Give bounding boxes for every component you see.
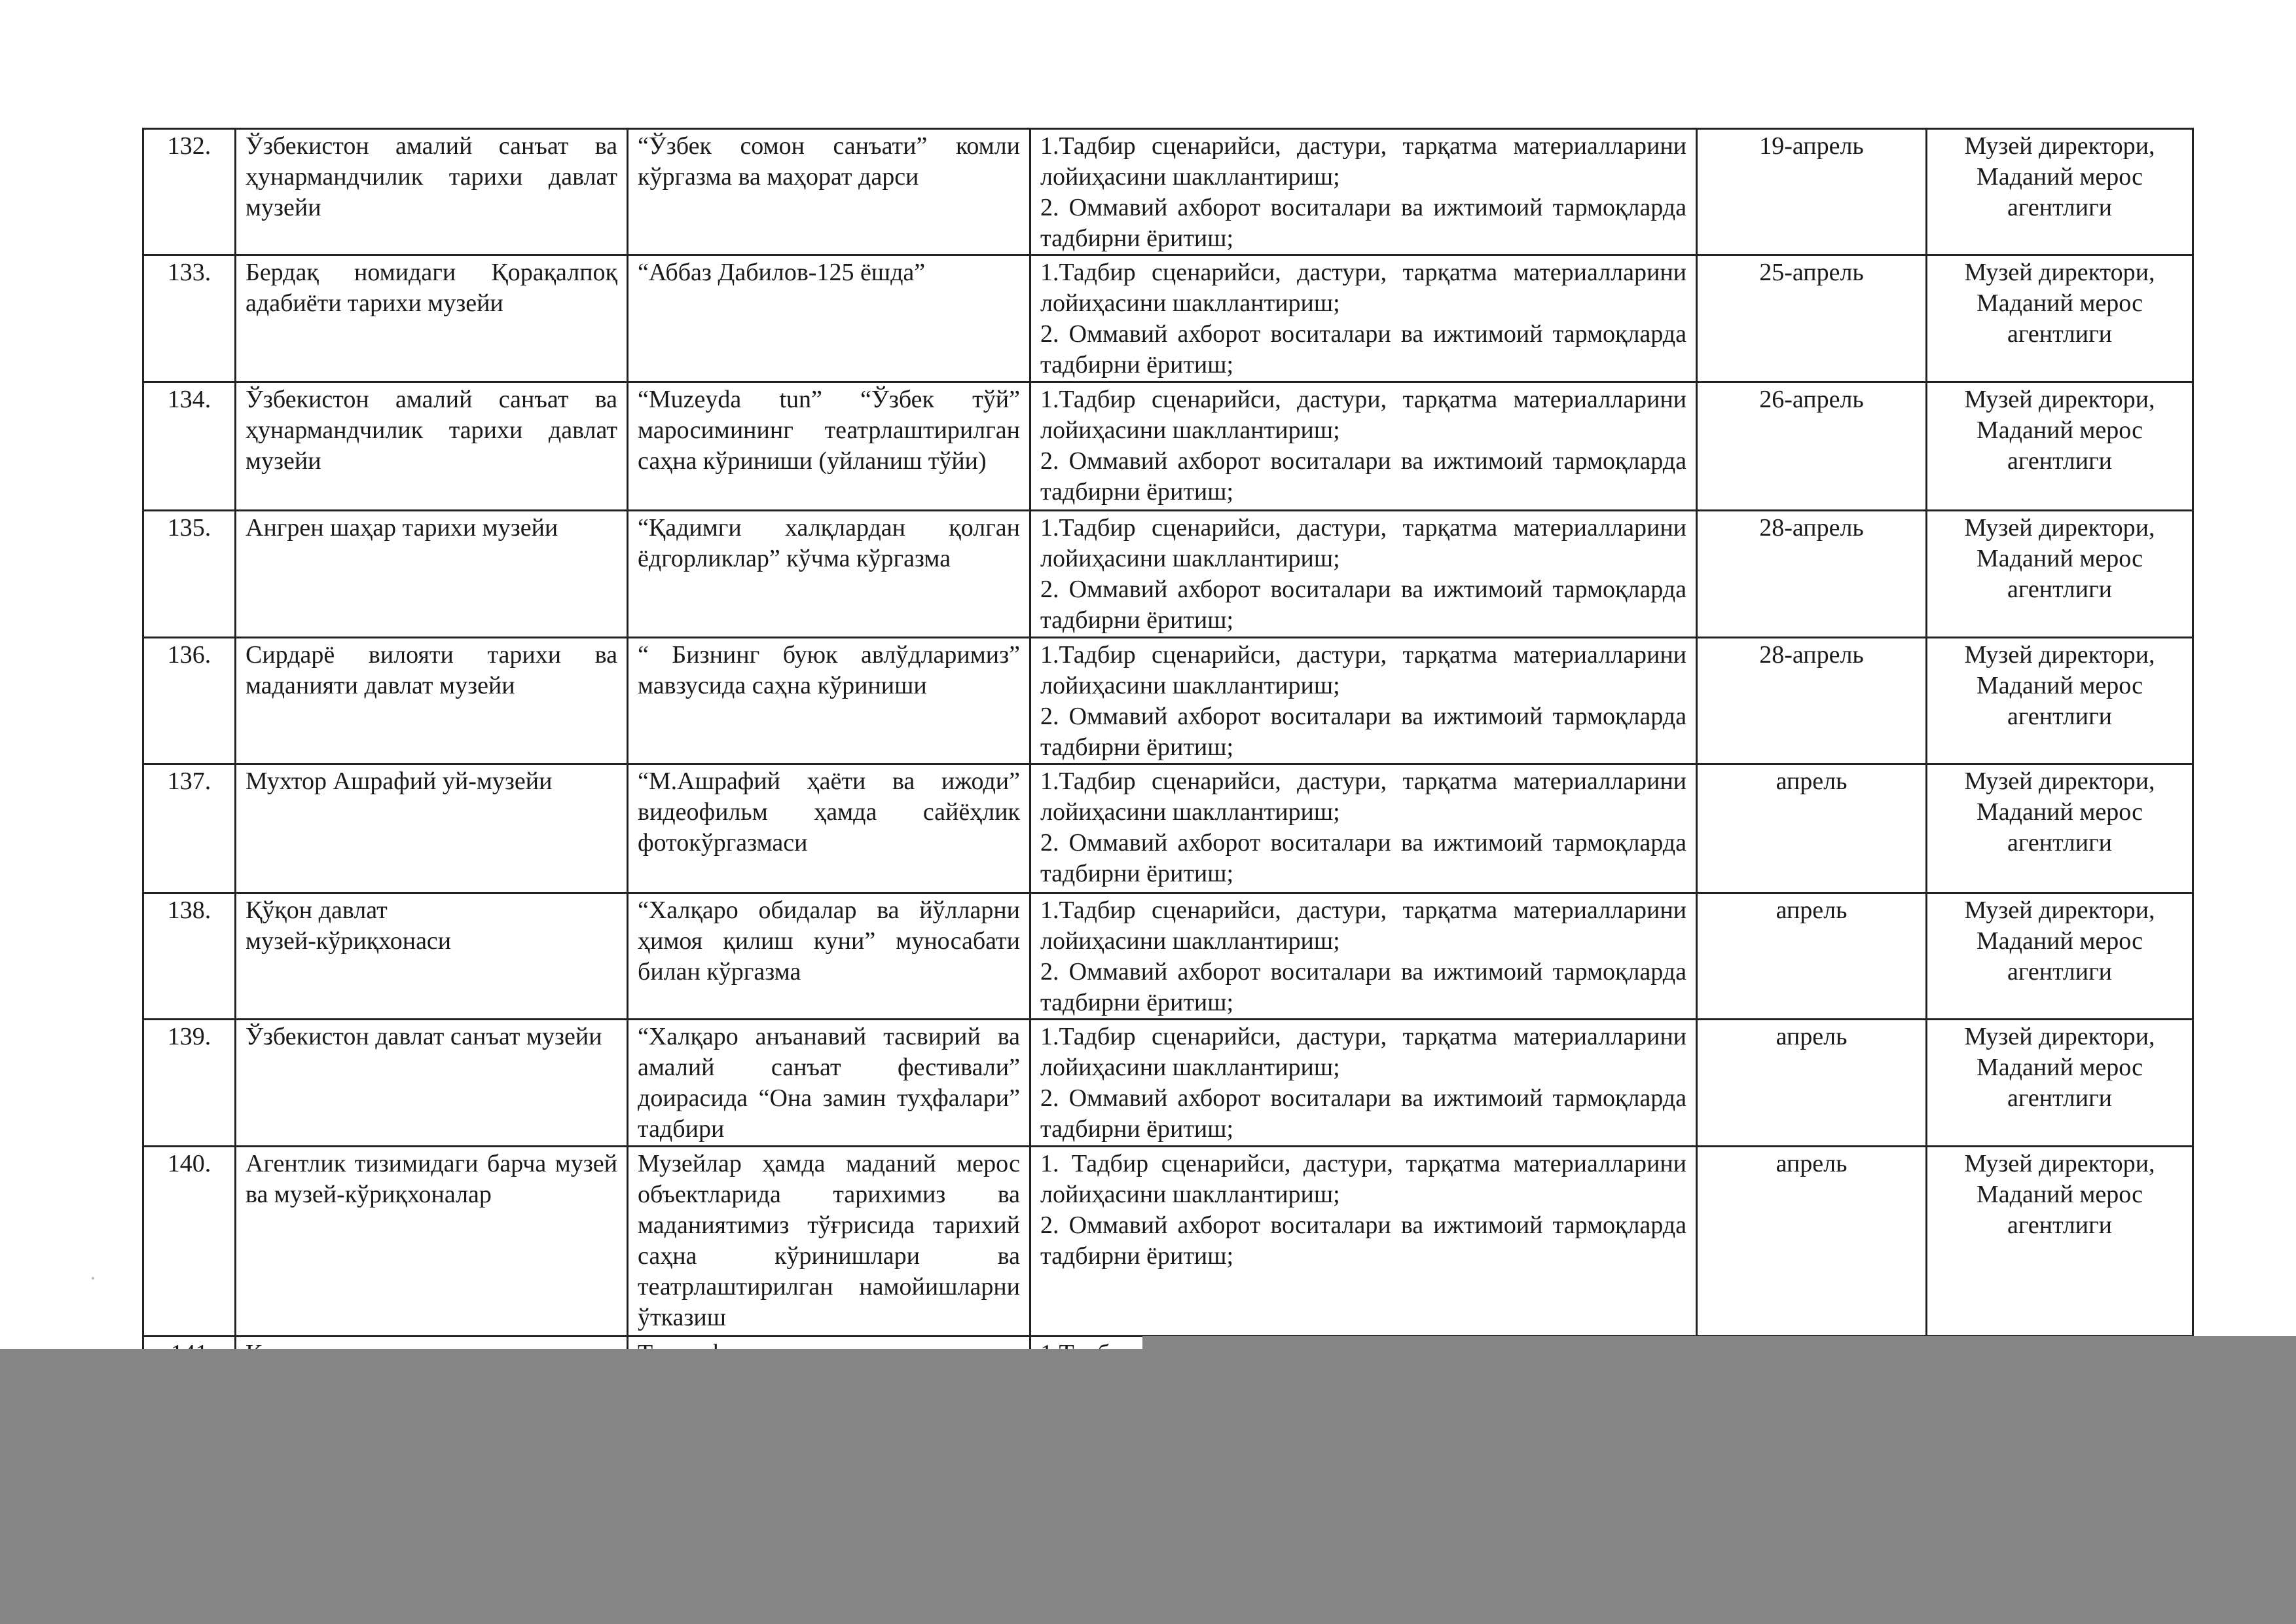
actions-cell xyxy=(1030,893,1697,1020)
actions-cell xyxy=(1030,1020,1697,1147)
action-item: 1.Тадбир сценарийси, дастури, тарқатма материалларини лойиҳасини шакллантириш; xyxy=(1040,132,1686,191)
date-cell: 25-апрель xyxy=(1697,255,1927,382)
responsible-line: Маданий мерос xyxy=(1976,545,2143,572)
organization-cell: Сирдарё вилояти тарихи ва маданияти давлат музейи xyxy=(236,638,628,764)
responsible-line: Музей директори, xyxy=(1964,1023,2155,1050)
table-row xyxy=(143,129,2193,255)
responsible-line: Музей директори, xyxy=(1964,259,2155,286)
date-cell: 19-апрель xyxy=(1697,129,1927,255)
responsible-cell xyxy=(1927,129,2193,255)
action-item: 2. Оммавий ахборот воситалари ва ижтимоий тармоқларда тадбирни ёритиш; xyxy=(1040,447,1686,506)
row-number: 139. xyxy=(143,1020,236,1147)
responsible-line: агентлиги xyxy=(2007,703,2113,730)
responsible-line: Музей директори, xyxy=(1964,132,2155,160)
row-number: 133. xyxy=(143,255,236,382)
organization-cell: Ўзбекистон амалий санъат ва ҳунармандчилик тарихи давлат музейи xyxy=(236,382,628,511)
events-table xyxy=(142,128,2194,1419)
responsible-line: агентлиги xyxy=(2007,576,2113,603)
event-cell: “Аббаз Дабилов-125 ёшда” xyxy=(628,255,1030,382)
actions-cell xyxy=(1030,382,1697,511)
event-cell: “Muzeyda tun” “Ўзбек тўй” маросимининг театрлаштирилган саҳна кўриниши (уйланиш тўйи) xyxy=(628,382,1030,511)
row-number: 135. xyxy=(143,511,236,638)
responsible-line: агентлиги xyxy=(2007,1084,2113,1112)
row-number: 138. xyxy=(143,893,236,1020)
responsible-line: агентлиги xyxy=(2007,829,2113,857)
responsible-line: агентлиги xyxy=(2007,447,2113,475)
date-cell: апрель xyxy=(1697,764,1927,893)
event-cell: “М.Ашрафий ҳаёти ва ижоди” видеофильм ҳамда сайёҳлик фотокўргазмаси xyxy=(628,764,1030,893)
table-row xyxy=(143,382,2193,511)
responsible-line: Музей директори, xyxy=(1964,767,2155,795)
actions-cell xyxy=(1030,638,1697,764)
organization-cell: Ўзбекистон амалий санъат ва ҳунармандчилик тарихи давлат музейи xyxy=(236,129,628,255)
gray-overlay-right xyxy=(1142,1336,2296,1624)
table-row xyxy=(143,893,2193,1020)
organization-line: музей-кўриқхонаси xyxy=(246,927,452,955)
action-item: 2. Оммавий ахборот воситалари ва ижтимоий тармоқларда тадбирни ёритиш; xyxy=(1040,320,1686,378)
table-row xyxy=(143,255,2193,382)
responsible-line: Музей директори, xyxy=(1964,641,2155,669)
row-number: 136. xyxy=(143,638,236,764)
responsible-line: Музей директори, xyxy=(1964,514,2155,542)
action-item: 2. Оммавий ахборот воситалари ва ижтимоий тармоқларда тадбирни ёритиш; xyxy=(1040,576,1686,634)
responsible-line: Маданий мерос xyxy=(1976,798,2143,826)
responsible-line: Маданий мерос xyxy=(1976,289,2143,317)
row-number: 140. xyxy=(143,1147,236,1337)
date-cell: 28-апрель xyxy=(1697,511,1927,638)
date-cell: апрель xyxy=(1697,893,1927,1020)
action-item: 1.Тадбир сценарийси, дастури, тарқатма материалларини лойиҳасини шакллантириш; xyxy=(1040,386,1686,444)
responsible-cell xyxy=(1927,1147,2193,1337)
table-row xyxy=(143,1020,2193,1147)
actions-cell xyxy=(1030,129,1697,255)
responsible-line: Маданий мерос xyxy=(1976,927,2143,955)
date-cell: 26-апрель xyxy=(1697,382,1927,511)
date-cell: 28-апрель xyxy=(1697,638,1927,764)
action-item: 2. Оммавий ахборот воситалари ва ижтимоий тармоқларда тадбирни ёритиш; xyxy=(1040,829,1686,887)
organization-cell: Агентлик тизимидаги барча музей ва музей-кўриқхоналар xyxy=(236,1147,628,1337)
date-cell: апрель xyxy=(1697,1020,1927,1147)
action-item: 1.Тадбир сценарийси, дастури, тарқатма материалларини лойиҳасини шакллантириш; xyxy=(1040,259,1686,317)
action-item: 2. Оммавий ахборот воситалари ва ижтимоий тармоқларда тадбирни ёритиш; xyxy=(1040,1084,1686,1143)
responsible-line: агентлиги xyxy=(2007,320,2113,348)
action-item: 1.Тадбир сценарийси, дастури, тарқатма материалларини лойиҳасини шакллантириш; xyxy=(1040,767,1686,826)
row-number: 132. xyxy=(143,129,236,255)
responsible-cell xyxy=(1927,1020,2193,1147)
actions-cell xyxy=(1030,511,1697,638)
responsible-line: агентлиги xyxy=(2007,1211,2113,1239)
organization-cell: Бердақ номидаги Қорақалпоқ адабиёти тарихи музейи xyxy=(236,255,628,382)
responsible-line: Маданий мерос xyxy=(1976,672,2143,699)
table-row xyxy=(143,638,2193,764)
responsible-line: Музей директори, xyxy=(1964,386,2155,413)
responsible-line: Маданий мерос xyxy=(1976,1181,2143,1208)
responsible-cell xyxy=(1927,638,2193,764)
table-row xyxy=(143,764,2193,893)
responsible-line: Маданий мерос xyxy=(1976,163,2143,191)
action-item: 2. Оммавий ахборот воситалари ва ижтимоий тармоқларда тадбирни ёритиш; xyxy=(1040,1211,1686,1270)
action-item: 1.Тадбир сценарийси, дастури, тарқатма материалларини лойиҳасини шакллантириш; xyxy=(1040,641,1686,699)
action-item: 1.Тадбир сценарийси, дастури, тарқатма материалларини лойиҳасини шакллантириш; xyxy=(1040,896,1686,955)
responsible-line: Музей директори, xyxy=(1964,1150,2155,1177)
action-item: 1.Тадбир сценарийси, дастури, тарқатма материалларини лойиҳасини шакллантириш; xyxy=(1040,1023,1686,1081)
responsible-line: агентлиги xyxy=(2007,194,2113,221)
organization-line: Қўқон давлат xyxy=(246,896,388,924)
event-cell: “Ўзбек сомон санъати” комли кўргазма ва маҳорат дарси xyxy=(628,129,1030,255)
actions-cell xyxy=(1030,764,1697,893)
responsible-cell xyxy=(1927,764,2193,893)
responsible-cell xyxy=(1927,511,2193,638)
organization-cell: Мухтор Ашрафий уй-музейи xyxy=(236,764,628,893)
actions-cell xyxy=(1030,255,1697,382)
table-row xyxy=(143,511,2193,638)
responsible-cell xyxy=(1927,255,2193,382)
action-item: 1.Тадбир сценарийси, дастури, тарқатма материалларини лойиҳасини шакллантириш; xyxy=(1040,514,1686,572)
responsible-line: Маданий мерос xyxy=(1976,1054,2143,1081)
organization-cell xyxy=(236,893,628,1020)
responsible-line: агентлиги xyxy=(2007,958,2113,986)
event-cell: “ Бизнинг буюк авлўдларимиз” мавзусида саҳна кўриниши xyxy=(628,638,1030,764)
action-item: 2. Оммавий ахборот воситалари ва ижтимоий тармоқларда тадбирни ёритиш; xyxy=(1040,703,1686,761)
responsible-line: Маданий мерос xyxy=(1976,416,2143,444)
organization-cell: Ангрен шаҳар тарихи музейи xyxy=(236,511,628,638)
responsible-cell xyxy=(1927,893,2193,1020)
table-row xyxy=(143,1147,2193,1337)
responsible-line: Музей директори, xyxy=(1964,896,2155,924)
organization-cell: Ўзбекистон давлат санъат музейи xyxy=(236,1020,628,1147)
event-cell: “Халқаро анъанавий тасвирий ва амалий санъат фестивали” доирасида “Она замин туҳфалари” тадбири xyxy=(628,1020,1030,1147)
row-number: 137. xyxy=(143,764,236,893)
responsible-cell xyxy=(1927,382,2193,511)
row-number: 134. xyxy=(143,382,236,511)
action-item: 1. Тадбир сценарийси, дастури, тарқатма материалларини лойиҳасини шакллантириш; xyxy=(1040,1150,1686,1208)
action-item: 2. Оммавий ахборот воситалари ва ижтимоий тармоқларда тадбирни ёритиш; xyxy=(1040,958,1686,1016)
date-cell: апрель xyxy=(1697,1147,1927,1337)
scan-speck xyxy=(92,1277,94,1280)
actions-cell xyxy=(1030,1147,1697,1337)
event-cell: “Халқаро обидалар ва йўлларни ҳимоя қилиш куни” муносабати билан кўргазма xyxy=(628,893,1030,1020)
event-cell: Музейлар ҳамда маданий мерос объектларида тарихимиз ва маданиятимиз тўғрисида тарихий саҳна кўринишлари ва театрлаштирилган намойишларни ўтказиш xyxy=(628,1147,1030,1337)
action-item: 2. Оммавий ахборот воситалари ва ижтимоий тармоқларда тадбирни ёритиш; xyxy=(1040,194,1686,252)
event-cell: “Қадимги халқлардан қолган ёдгорликлар” кўчма кўргазма xyxy=(628,511,1030,638)
